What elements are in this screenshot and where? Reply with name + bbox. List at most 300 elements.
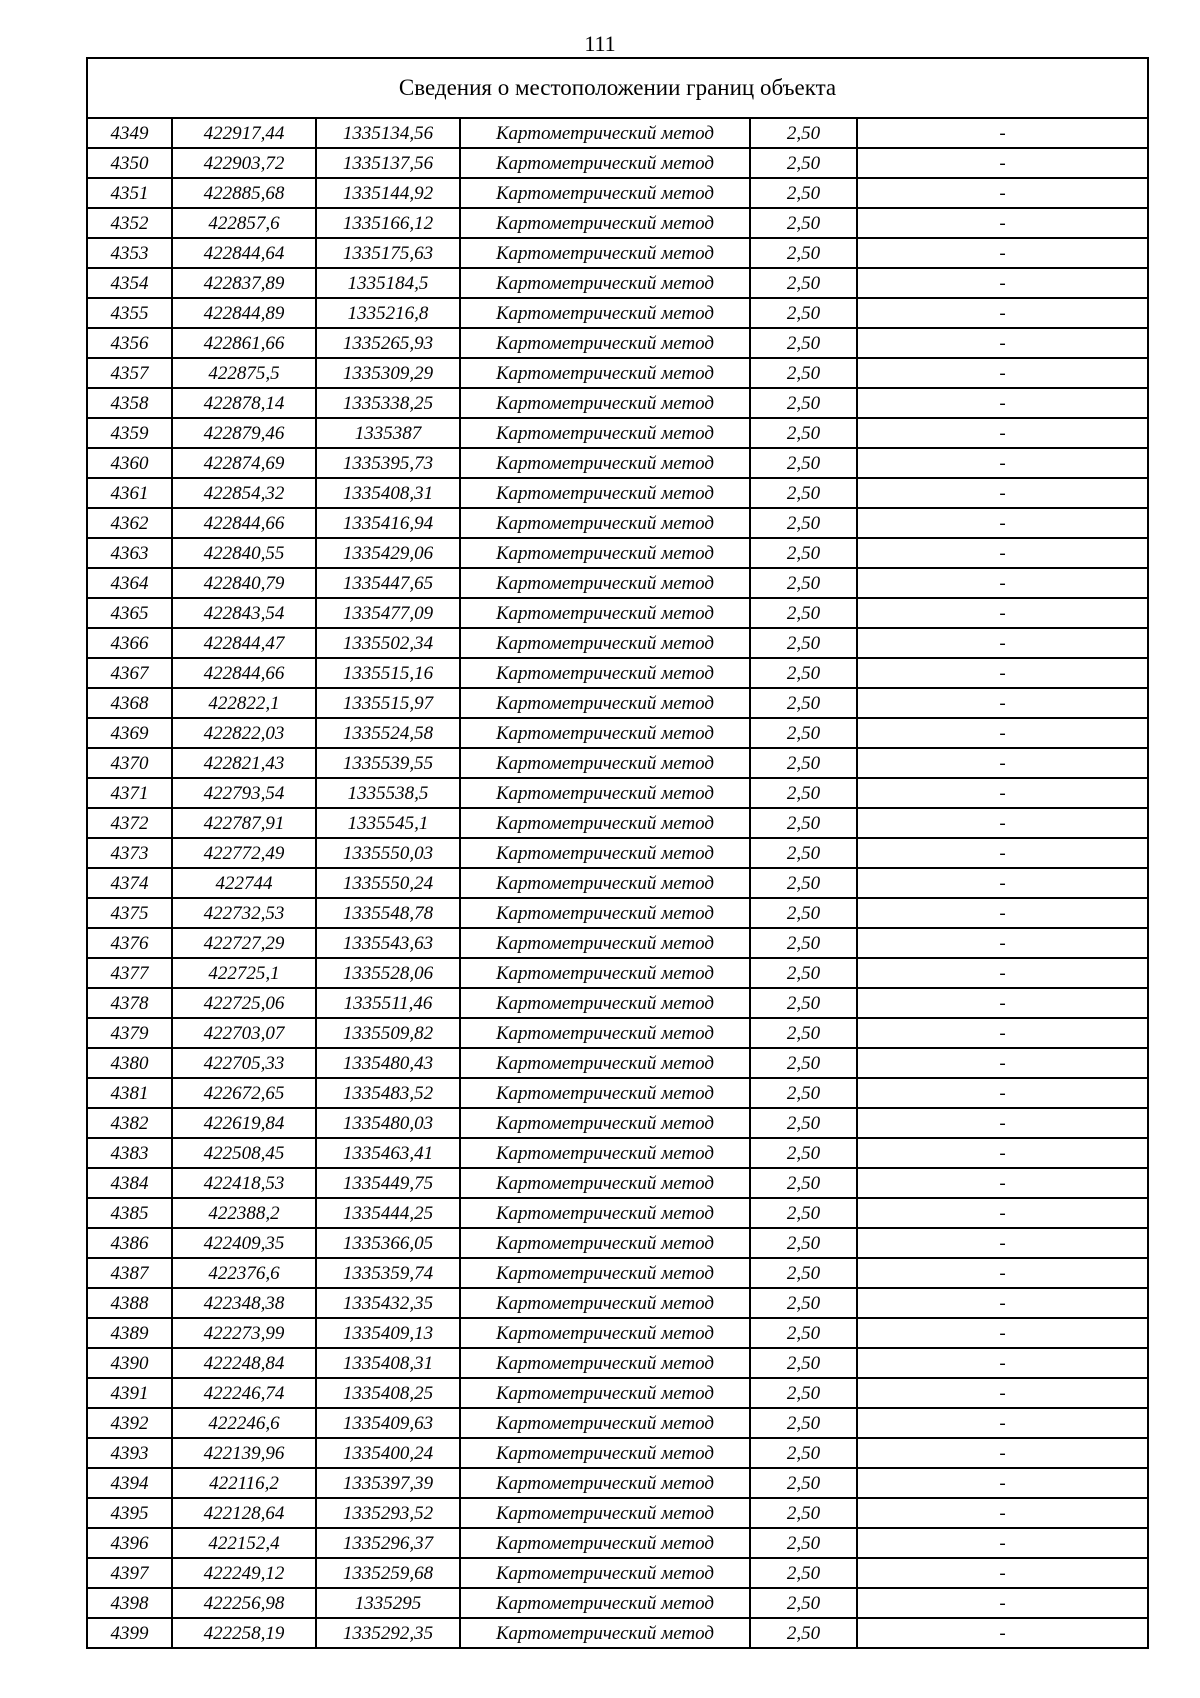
x-coordinate-cell: 422727,29	[172, 928, 316, 958]
y-coordinate-cell: 1335408,31	[316, 478, 460, 508]
accuracy-cell: 2,50	[750, 1018, 857, 1048]
y-coordinate-cell: 1335295	[316, 1588, 460, 1618]
table-row	[88, 1468, 1147, 1498]
accuracy-cell: 2,50	[750, 178, 857, 208]
x-coordinate-cell: 422273,99	[172, 1318, 316, 1348]
x-coordinate-cell: 422844,66	[172, 508, 316, 538]
x-coordinate-cell: 422861,66	[172, 328, 316, 358]
table-row	[88, 1588, 1147, 1618]
description-cell: -	[857, 178, 1147, 208]
y-coordinate-cell: 1335408,31	[316, 1348, 460, 1378]
table-row	[88, 598, 1147, 628]
point-number-cell: 4383	[88, 1138, 172, 1168]
x-coordinate-cell: 422246,74	[172, 1378, 316, 1408]
y-coordinate-cell: 1335449,75	[316, 1168, 460, 1198]
table-row	[88, 208, 1147, 238]
table-row	[88, 268, 1147, 298]
method-cell: Картометрический метод	[460, 1048, 750, 1078]
method-cell: Картометрический метод	[460, 628, 750, 658]
x-coordinate-cell: 422821,43	[172, 748, 316, 778]
y-coordinate-cell: 1335265,93	[316, 328, 460, 358]
method-cell: Картометрический метод	[460, 598, 750, 628]
point-number-cell: 4359	[88, 418, 172, 448]
x-coordinate-cell: 422878,14	[172, 388, 316, 418]
table-row	[88, 1048, 1147, 1078]
point-number-cell: 4375	[88, 898, 172, 928]
x-coordinate-cell: 422128,64	[172, 1498, 316, 1528]
point-number-cell: 4373	[88, 838, 172, 868]
description-cell: -	[999, 1622, 1006, 1644]
point-number-cell: 4367	[88, 658, 172, 688]
accuracy-cell: 2,50	[750, 508, 857, 538]
method-cell: Картометрический метод	[460, 119, 750, 148]
method-cell: Картометрический метод	[460, 1438, 750, 1468]
coordinates-table	[88, 119, 1147, 1647]
point-number-cell: 4392	[88, 1408, 172, 1438]
y-coordinate-cell: 1335524,58	[316, 718, 460, 748]
method-cell: Картометрический метод	[460, 808, 750, 838]
description-cell: -	[857, 238, 1147, 268]
x-coordinate-cell: 422139,96	[172, 1438, 316, 1468]
y-coordinate-cell: 1335292,35	[316, 1618, 460, 1647]
table-row	[88, 418, 1147, 448]
description-cell: -	[857, 808, 1147, 838]
description-cell: -	[857, 1138, 1147, 1168]
table-row	[88, 178, 1147, 208]
method-cell: Картометрический метод	[460, 1588, 750, 1618]
method-cell: Картометрический метод	[460, 1108, 750, 1138]
table-row	[88, 898, 1147, 928]
x-coordinate-cell: 422917,44	[172, 119, 316, 148]
y-coordinate-cell: 1335528,06	[316, 958, 460, 988]
x-coordinate-cell: 422256,98	[172, 1588, 316, 1618]
method-cell: Картометрический метод	[460, 838, 750, 868]
point-number-cell: 4355	[88, 298, 172, 328]
x-coordinate-cell: 422703,07	[172, 1018, 316, 1048]
description-cell: -	[857, 1048, 1147, 1078]
table-row	[88, 508, 1147, 538]
y-coordinate-cell: 1335137,56	[316, 148, 460, 178]
table-row	[88, 1348, 1147, 1378]
point-number-cell: 4399	[88, 1618, 172, 1647]
description-cell: -	[857, 1018, 1147, 1048]
y-coordinate-cell: 1335444,25	[316, 1198, 460, 1228]
x-coordinate-cell: 422844,66	[172, 658, 316, 688]
accuracy-cell: 2,50	[750, 1198, 857, 1228]
description-cell: -	[857, 718, 1147, 748]
method-cell: Картометрический метод	[460, 1018, 750, 1048]
point-number-cell: 4358	[88, 388, 172, 418]
point-number-cell: 4379	[88, 1018, 172, 1048]
point-number-cell: 4378	[88, 988, 172, 1018]
table-row	[88, 1198, 1147, 1228]
accuracy-cell: 2,50	[750, 1498, 857, 1528]
description-cell: -	[857, 688, 1147, 718]
method-cell: Картометрический метод	[460, 538, 750, 568]
y-coordinate-cell: 1335395,73	[316, 448, 460, 478]
accuracy-cell: 2,50	[750, 358, 857, 388]
accuracy-cell: 2,50	[750, 1528, 857, 1558]
method-cell: Картометрический метод	[460, 1378, 750, 1408]
accuracy-cell: 2,50	[750, 958, 857, 988]
method-cell: Картометрический метод	[460, 448, 750, 478]
point-number-cell: 4381	[88, 1078, 172, 1108]
table-row	[88, 658, 1147, 688]
accuracy-cell: 2,50	[750, 988, 857, 1018]
description-cell: -	[857, 388, 1147, 418]
method-cell: Картометрический метод	[460, 178, 750, 208]
y-coordinate-cell: 1335477,09	[316, 598, 460, 628]
x-coordinate-cell: 422258,19	[172, 1618, 316, 1647]
table-row	[88, 1078, 1147, 1108]
accuracy-cell: 2,50	[750, 238, 857, 268]
x-coordinate-cell: 422822,1	[172, 688, 316, 718]
method-cell: Картометрический метод	[460, 958, 750, 988]
point-number-cell: 4396	[88, 1528, 172, 1558]
table-row	[88, 1528, 1147, 1558]
point-number-cell: 4377	[88, 958, 172, 988]
x-coordinate-cell: 422844,64	[172, 238, 316, 268]
y-coordinate-cell: 1335408,25	[316, 1378, 460, 1408]
accuracy-cell: 2,50	[750, 568, 857, 598]
table-row	[88, 1618, 1147, 1647]
y-coordinate-cell: 1335432,35	[316, 1288, 460, 1318]
method-cell: Картометрический метод	[460, 1408, 750, 1438]
point-number-cell: 4394	[88, 1468, 172, 1498]
x-coordinate-cell: 422793,54	[172, 778, 316, 808]
method-cell: Картометрический метод	[460, 1228, 750, 1258]
description-cell: -	[857, 1438, 1147, 1468]
description-cell: -	[857, 1108, 1147, 1138]
table-row	[88, 119, 1147, 148]
table-row	[88, 1498, 1147, 1528]
table-row	[88, 568, 1147, 598]
y-coordinate-cell: 1335409,13	[316, 1318, 460, 1348]
x-coordinate-cell: 422844,47	[172, 628, 316, 658]
table-row	[88, 358, 1147, 388]
description-cell: -	[857, 598, 1147, 628]
accuracy-cell: 2,50	[750, 538, 857, 568]
table-row	[88, 868, 1147, 898]
point-number-cell: 4366	[88, 628, 172, 658]
accuracy-cell: 2,50	[750, 1378, 857, 1408]
description-cell: -	[857, 1498, 1147, 1528]
accuracy-cell: 2,50	[750, 1348, 857, 1378]
method-cell: Картометрический метод	[460, 1168, 750, 1198]
table-row	[88, 928, 1147, 958]
description-cell: -	[857, 1588, 1147, 1618]
table-row	[88, 748, 1147, 778]
method-cell: Картометрический метод	[460, 988, 750, 1018]
x-coordinate-cell: 422376,6	[172, 1258, 316, 1288]
accuracy-cell: 2,50	[750, 119, 857, 148]
point-number-cell: 4382	[88, 1108, 172, 1138]
accuracy-cell: 2,50	[750, 1558, 857, 1588]
x-coordinate-cell: 422409,35	[172, 1228, 316, 1258]
description-cell: -	[857, 1558, 1147, 1588]
accuracy-cell: 2,50	[750, 898, 857, 928]
point-number-cell: 4353	[88, 238, 172, 268]
accuracy-cell: 2,50	[750, 1138, 857, 1168]
accuracy-cell: 2,50	[750, 1108, 857, 1138]
method-cell: Картометрический метод	[460, 1468, 750, 1498]
x-coordinate-cell: 422744	[172, 868, 316, 898]
method-cell: Картометрический метод	[460, 778, 750, 808]
method-cell: Картометрический метод	[460, 148, 750, 178]
y-coordinate-cell: 1335550,24	[316, 868, 460, 898]
x-coordinate-cell: 422787,91	[172, 808, 316, 838]
description-cell: -	[857, 508, 1147, 538]
method-cell: Картометрический метод	[460, 1288, 750, 1318]
accuracy-cell: 2,50	[750, 868, 857, 898]
point-number-cell: 4365	[88, 598, 172, 628]
x-coordinate-cell: 422672,65	[172, 1078, 316, 1108]
accuracy-cell: 2,50	[750, 748, 857, 778]
accuracy-cell: 2,50	[750, 448, 857, 478]
point-number-cell: 4385	[88, 1198, 172, 1228]
table-row	[88, 1288, 1147, 1318]
table-row	[88, 1558, 1147, 1588]
accuracy-cell: 2,50	[750, 1228, 857, 1258]
table-row	[88, 628, 1147, 658]
accuracy-cell: 2,50	[750, 1048, 857, 1078]
method-cell: Картометрический метод	[460, 1318, 750, 1348]
x-coordinate-cell: 422388,2	[172, 1198, 316, 1228]
point-number-cell: 4369	[88, 718, 172, 748]
point-number-cell: 4398	[88, 1588, 172, 1618]
point-number-cell: 4362	[88, 508, 172, 538]
x-coordinate-cell: 422418,53	[172, 1168, 316, 1198]
description-cell: -	[857, 568, 1147, 598]
x-coordinate-cell: 422725,06	[172, 988, 316, 1018]
point-number-cell: 4380	[88, 1048, 172, 1078]
y-coordinate-cell: 1335259,68	[316, 1558, 460, 1588]
y-coordinate-cell: 1335483,52	[316, 1078, 460, 1108]
description-cell: -	[857, 1078, 1147, 1108]
description-cell: -	[857, 658, 1147, 688]
point-number-cell: 4393	[88, 1438, 172, 1468]
method-cell: Картометрический метод	[460, 418, 750, 448]
description-cell: -	[857, 1198, 1147, 1228]
table-row	[88, 1018, 1147, 1048]
table-row	[88, 808, 1147, 838]
table-row	[88, 1258, 1147, 1288]
table-row	[88, 298, 1147, 328]
method-cell: Картометрический метод	[460, 748, 750, 778]
table-row	[88, 688, 1147, 718]
y-coordinate-cell: 1335359,74	[316, 1258, 460, 1288]
x-coordinate-cell: 422705,33	[172, 1048, 316, 1078]
description-cell: -	[857, 748, 1147, 778]
accuracy-cell: 2,50	[750, 1168, 857, 1198]
method-cell: Картометрический метод	[460, 1498, 750, 1528]
table-row	[88, 238, 1147, 268]
accuracy-cell: 2,50	[750, 208, 857, 238]
description-cell: -	[857, 538, 1147, 568]
y-coordinate-cell: 1335400,24	[316, 1438, 460, 1468]
y-coordinate-cell: 1335543,63	[316, 928, 460, 958]
method-cell: Картометрический метод	[460, 388, 750, 418]
description-cell: -	[857, 988, 1147, 1018]
x-coordinate-cell: 422725,1	[172, 958, 316, 988]
method-cell: Картометрический метод	[460, 1138, 750, 1168]
x-coordinate-cell: 422822,03	[172, 718, 316, 748]
method-cell: Картометрический метод	[460, 508, 750, 538]
y-coordinate-cell: 1335509,82	[316, 1018, 460, 1048]
method-cell: Картометрический метод	[460, 268, 750, 298]
table-row	[88, 958, 1147, 988]
table-row	[88, 448, 1147, 478]
method-cell: Картометрический метод	[460, 868, 750, 898]
table-row	[88, 1138, 1147, 1168]
accuracy-cell: 2,50	[750, 838, 857, 868]
y-coordinate-cell: 1335447,65	[316, 568, 460, 598]
y-coordinate-cell: 1335545,1	[316, 808, 460, 838]
description-cell: -	[857, 448, 1147, 478]
point-number-cell: 4364	[88, 568, 172, 598]
y-coordinate-cell: 1335296,37	[316, 1528, 460, 1558]
method-cell: Картометрический метод	[460, 928, 750, 958]
method-cell: Картометрический метод	[460, 298, 750, 328]
description-cell: -	[857, 1228, 1147, 1258]
x-coordinate-cell: 422840,79	[172, 568, 316, 598]
method-cell: Картометрический метод	[460, 1078, 750, 1108]
y-coordinate-cell: 1335175,63	[316, 238, 460, 268]
y-coordinate-cell: 1335134,56	[316, 119, 460, 148]
x-coordinate-cell: 422732,53	[172, 898, 316, 928]
description-cell: -	[857, 1348, 1147, 1378]
description-cell: -	[857, 418, 1147, 448]
accuracy-cell: 2,50	[750, 268, 857, 298]
y-coordinate-cell: 1335539,55	[316, 748, 460, 778]
table-row	[88, 388, 1147, 418]
point-number-cell: 4356	[88, 328, 172, 358]
accuracy-cell: 2,50	[750, 1618, 857, 1647]
y-coordinate-cell: 1335397,39	[316, 1468, 460, 1498]
y-coordinate-cell: 1335184,5	[316, 268, 460, 298]
section-title: Сведения о местоположении границ объекта	[88, 59, 1147, 119]
y-coordinate-cell: 1335463,41	[316, 1138, 460, 1168]
method-cell: Картометрический метод	[460, 688, 750, 718]
point-number-cell: 4376	[88, 928, 172, 958]
x-coordinate-cell: 422854,32	[172, 478, 316, 508]
description-cell: -	[857, 628, 1147, 658]
y-coordinate-cell: 1335338,25	[316, 388, 460, 418]
boundary-table-frame	[86, 57, 1149, 1649]
method-cell: Картометрический метод	[460, 658, 750, 688]
y-coordinate-cell: 1335416,94	[316, 508, 460, 538]
point-number-cell: 4368	[88, 688, 172, 718]
y-coordinate-cell: 1335538,5	[316, 778, 460, 808]
table-row	[88, 1108, 1147, 1138]
point-number-cell: 4352	[88, 208, 172, 238]
table-row	[88, 778, 1147, 808]
x-coordinate-cell: 422837,89	[172, 268, 316, 298]
method-cell: Картометрический метод	[460, 1528, 750, 1558]
point-number-cell: 4357	[88, 358, 172, 388]
accuracy-cell: 2,50	[750, 1408, 857, 1438]
x-coordinate-cell: 422843,54	[172, 598, 316, 628]
y-coordinate-cell: 1335366,05	[316, 1228, 460, 1258]
description-cell: -	[857, 1528, 1147, 1558]
accuracy-cell: 2,50	[750, 1078, 857, 1108]
accuracy-cell: 2,50	[750, 328, 857, 358]
table-row	[88, 1438, 1147, 1468]
point-number-cell: 4363	[88, 538, 172, 568]
method-cell: Картометрический метод	[460, 208, 750, 238]
x-coordinate-cell: 422508,45	[172, 1138, 316, 1168]
y-coordinate-cell: 1335515,97	[316, 688, 460, 718]
x-coordinate-cell: 422248,84	[172, 1348, 316, 1378]
y-coordinate-cell: 1335309,29	[316, 358, 460, 388]
description-cell: -	[857, 868, 1147, 898]
description-cell: -	[857, 1258, 1147, 1288]
method-cell: Картометрический метод	[460, 478, 750, 508]
x-coordinate-cell: 422875,5	[172, 358, 316, 388]
description-cell: -	[857, 478, 1147, 508]
page-number: 111	[584, 31, 616, 56]
x-coordinate-cell: 422885,68	[172, 178, 316, 208]
x-coordinate-cell: 422840,55	[172, 538, 316, 568]
accuracy-cell: 2,50	[750, 298, 857, 328]
table-row	[88, 1318, 1147, 1348]
description-cell: -	[857, 928, 1147, 958]
point-number-cell: 4361	[88, 478, 172, 508]
table-row	[88, 538, 1147, 568]
method-cell: Картометрический метод	[460, 328, 750, 358]
description-cell: -	[857, 268, 1147, 298]
point-number-cell: 4360	[88, 448, 172, 478]
accuracy-cell: 2,50	[750, 1588, 857, 1618]
accuracy-cell: 2,50	[750, 1258, 857, 1288]
y-coordinate-cell: 1335144,92	[316, 178, 460, 208]
description-cell: -	[857, 1378, 1147, 1408]
x-coordinate-cell: 422249,12	[172, 1558, 316, 1588]
accuracy-cell: 2,50	[750, 628, 857, 658]
method-cell: Картометрический метод	[460, 568, 750, 598]
table-row	[88, 988, 1147, 1018]
accuracy-cell: 2,50	[750, 478, 857, 508]
point-number-cell: 4390	[88, 1348, 172, 1378]
x-coordinate-cell: 422348,38	[172, 1288, 316, 1318]
accuracy-cell: 2,50	[750, 418, 857, 448]
x-coordinate-cell: 422116,2	[172, 1468, 316, 1498]
accuracy-cell: 2,50	[750, 778, 857, 808]
point-number-cell: 4386	[88, 1228, 172, 1258]
y-coordinate-cell: 1335511,46	[316, 988, 460, 1018]
accuracy-cell: 2,50	[750, 688, 857, 718]
y-coordinate-cell: 1335166,12	[316, 208, 460, 238]
x-coordinate-cell: 422619,84	[172, 1108, 316, 1138]
method-cell: Картометрический метод	[460, 1198, 750, 1228]
x-coordinate-cell: 422879,46	[172, 418, 316, 448]
y-coordinate-cell: 1335548,78	[316, 898, 460, 928]
description-cell: -	[857, 1168, 1147, 1198]
point-number-cell: 4384	[88, 1168, 172, 1198]
y-coordinate-cell: 1335480,43	[316, 1048, 460, 1078]
point-number-cell: 4354	[88, 268, 172, 298]
point-number-cell: 4387	[88, 1258, 172, 1288]
description-cell: -	[857, 958, 1147, 988]
description-cell: -	[857, 328, 1147, 358]
y-coordinate-cell: 1335387	[316, 418, 460, 448]
x-coordinate-cell: 422246,6	[172, 1408, 316, 1438]
y-coordinate-cell: 1335502,34	[316, 628, 460, 658]
description-cell: -	[857, 1468, 1147, 1498]
description-cell: -	[857, 838, 1147, 868]
x-coordinate-cell: 422772,49	[172, 838, 316, 868]
method-cell: Картометрический метод	[460, 718, 750, 748]
